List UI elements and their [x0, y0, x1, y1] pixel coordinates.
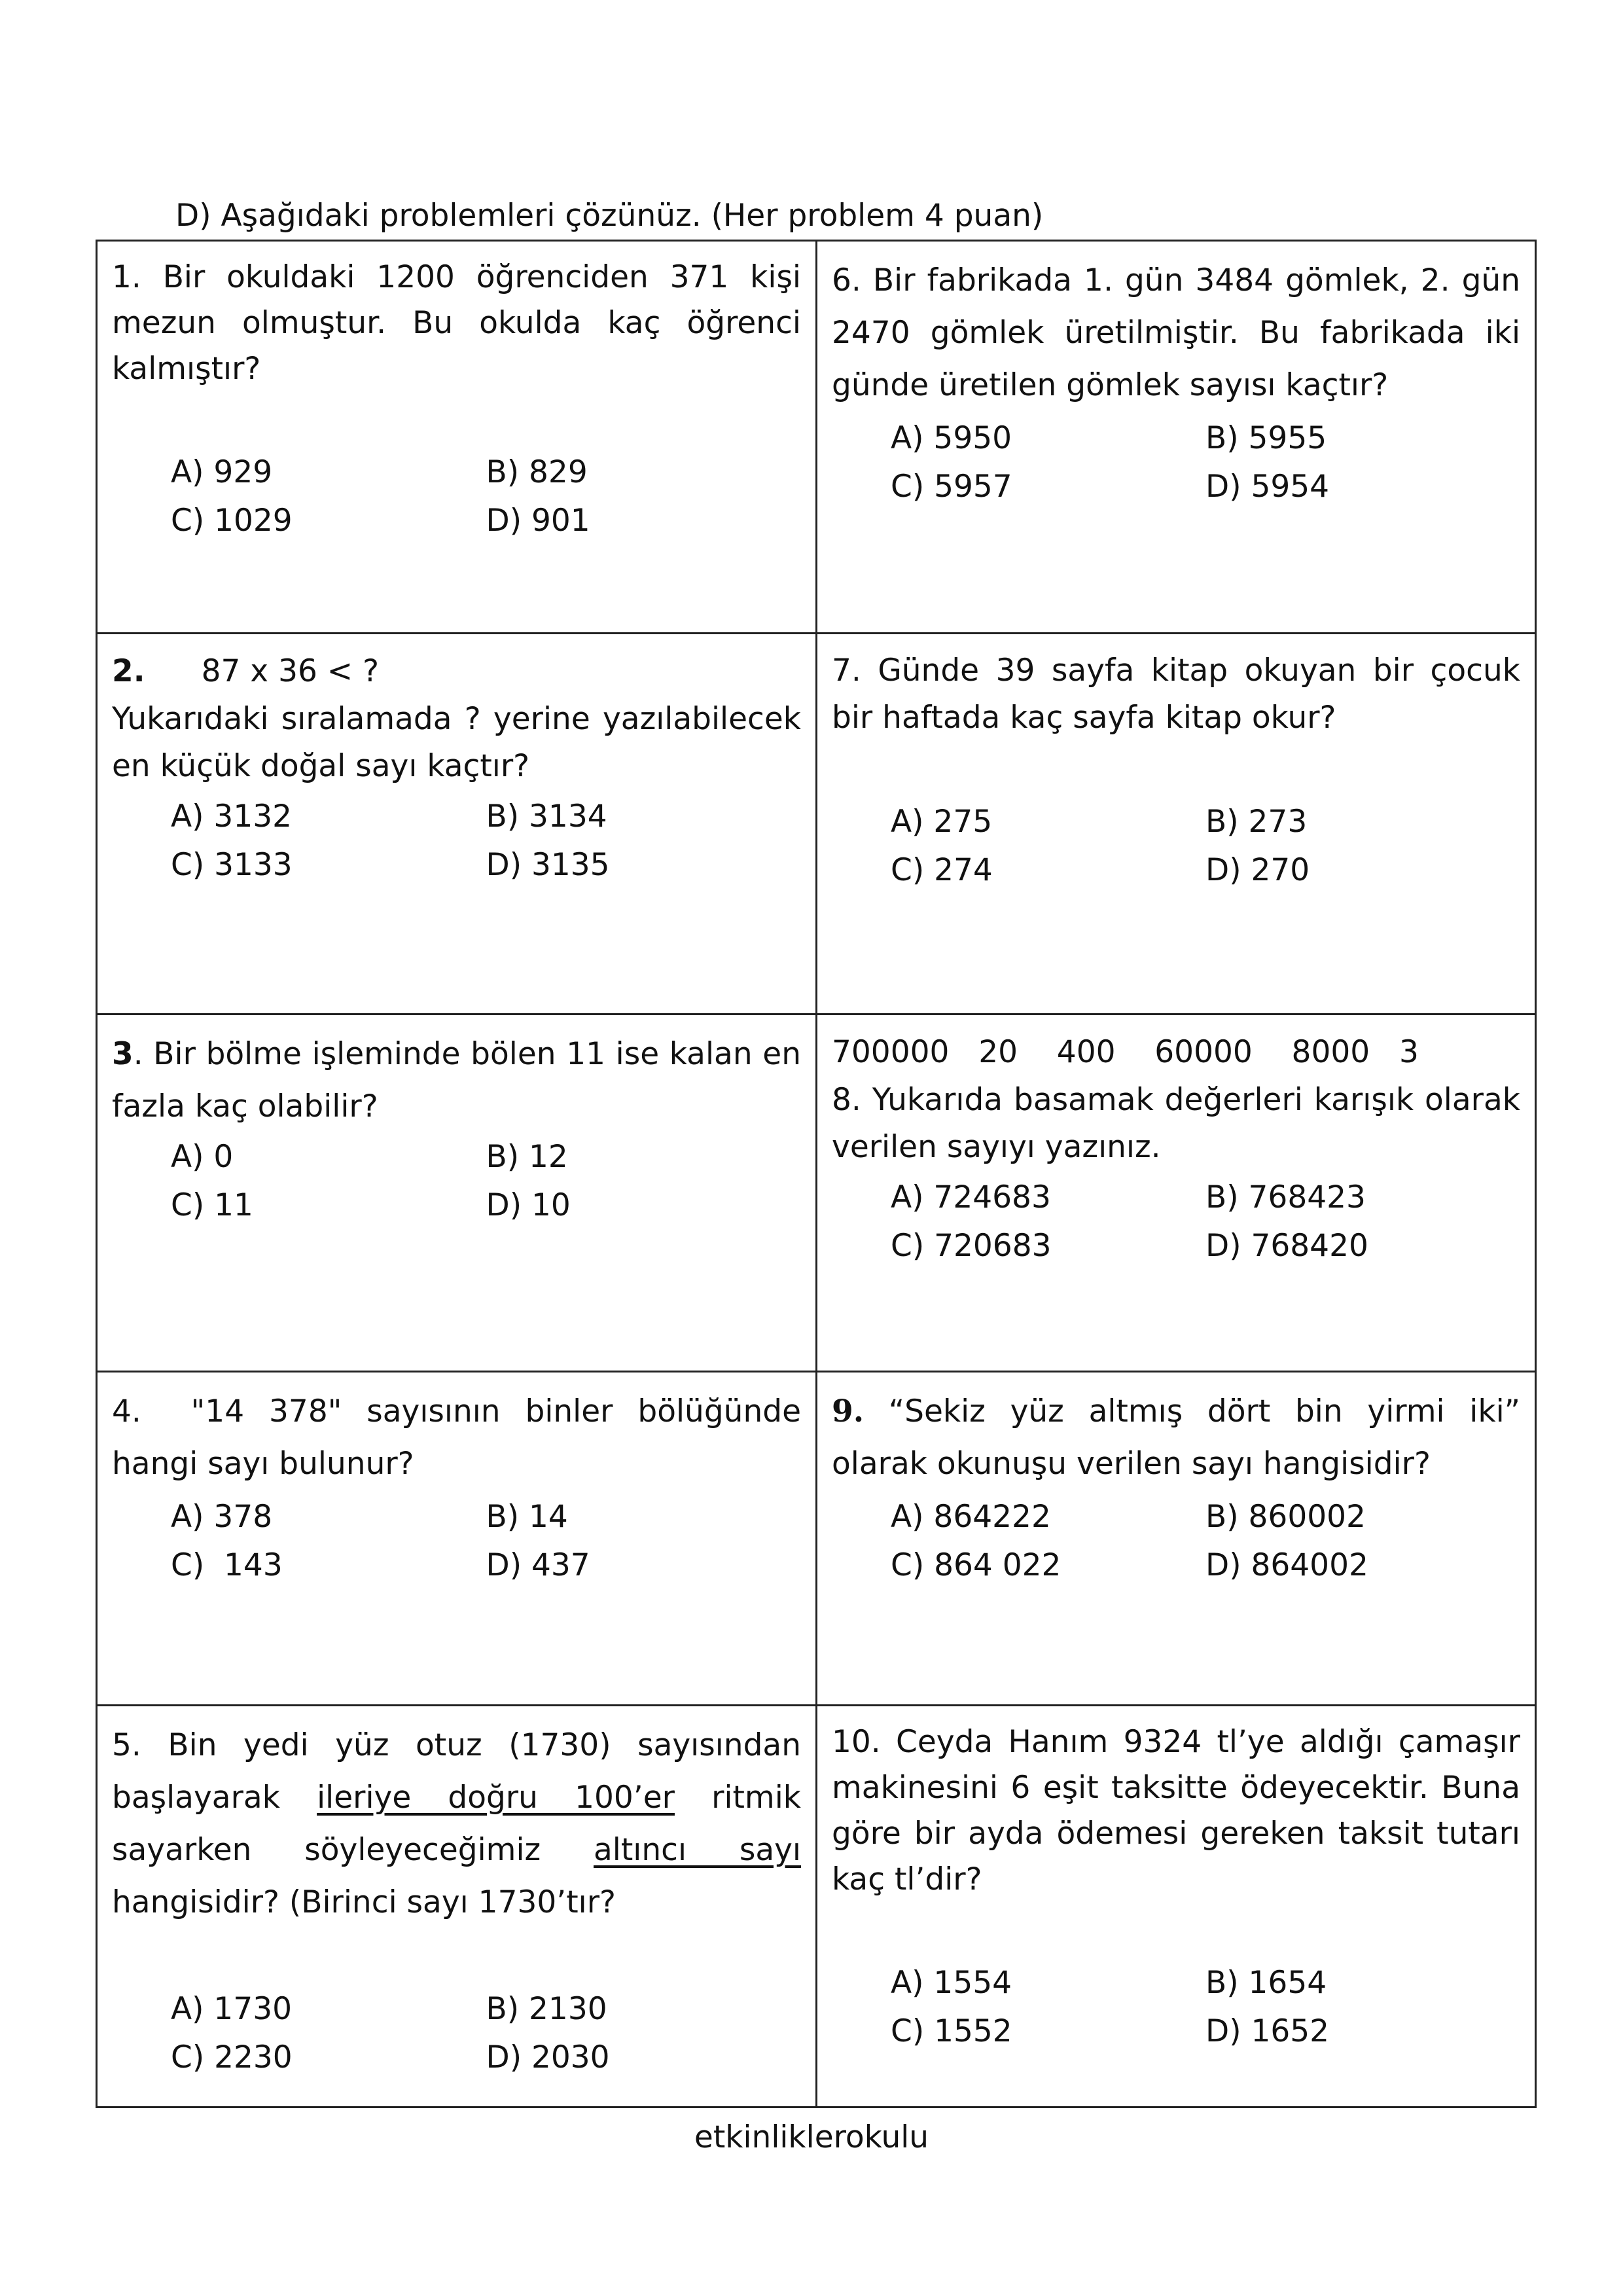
problem-9: [817, 1372, 1536, 1706]
option-a: A) 378: [171, 1499, 273, 1535]
option-c: C) 5957: [891, 469, 1012, 505]
option-b: B) 2130: [486, 1991, 607, 2027]
option-a: A) 1554: [891, 1965, 1012, 2001]
problem-10-text: 10. Ceyda Hanım 9324 tl’ye aldığı çamaşır makinesini 6 eşit taksitte ödeyecektir. Buna göre bir ayda ödemesi gereken taksit tutarı kaç tl’dir?: [832, 1724, 1520, 1897]
option-c: C) 2230: [171, 2039, 293, 2075]
problem-8-text: 8. Yukarıda basamak değerleri karışık olarak verilen sayıyı yazınız.: [832, 1082, 1520, 1165]
option-b: B) 768423: [1205, 1179, 1366, 1215]
option-d: D) 5954: [1205, 469, 1330, 505]
problem-2-text: Yukarıdaki sıralamada ? yerine yazılabilecek en küçük doğal sayı kaçtır?: [112, 701, 801, 784]
option-b: B) 5955: [1205, 420, 1327, 456]
option-c: C) 274: [891, 852, 993, 888]
option-d: D) 2030: [486, 2039, 610, 2075]
problem-3-body: . Bir bölme işleminde bölen 11 ise kalan en fazla kaç olabilir?: [112, 1036, 801, 1124]
option-d: D) 3135: [486, 847, 610, 883]
problem-4-text: 4. "14 378" sayısının binler bölüğünde hangi sayı bulunur?: [112, 1393, 811, 1482]
problem-5-part: 5. Bin yedi yüz otuz (1730) sayısından başlayarak: [112, 1727, 801, 1816]
option-d: D) 437: [486, 1547, 590, 1583]
problem-7-text: 7. Günde 39 sayfa kitap okuyan bir çocuk bir haftada kaç sayfa kitap okur?: [832, 653, 1520, 736]
problems-table: [96, 240, 1537, 2108]
problem-9-text: [832, 1386, 1520, 1490]
problem-9-options: [891, 1493, 1520, 1590]
problem-5: [97, 1706, 817, 2108]
option-d: D) 768420: [1205, 1228, 1368, 1264]
problem-2-number: 2.: [112, 653, 145, 689]
option-d: D) 10: [486, 1187, 571, 1223]
footer-source: etkinliklerokulu: [694, 2119, 929, 2155]
option-c: C) 864 022: [891, 1547, 1061, 1583]
option-c: C) 1029: [171, 503, 293, 539]
problem-10-options: [891, 1959, 1520, 2056]
problem-7-options: [891, 798, 1520, 895]
option-d: D) 270: [1205, 852, 1310, 888]
problem-8-digits: 700000 20 400 60000 8000 3: [832, 1034, 1419, 1070]
problem-10: [817, 1706, 1536, 2108]
option-a: A) 864222: [891, 1499, 1051, 1535]
option-c: C) 3133: [171, 847, 293, 883]
option-c: C) 11: [171, 1187, 253, 1223]
problem-6: [817, 241, 1536, 634]
problem-7: [817, 634, 1536, 1014]
problem-9-body: “Sekiz yüz altmış dört bin yirmi iki” olarak okunuşu verilen sayı hangisidir?: [832, 1393, 1520, 1482]
problem-2: [97, 634, 817, 1014]
option-b: B) 1654: [1205, 1965, 1327, 2001]
problem-8: [817, 1014, 1536, 1372]
problem-2-inequality: 87 x 36 < ?: [201, 653, 380, 689]
option-a: A) 275: [891, 804, 993, 840]
option-d: D) 901: [486, 503, 590, 539]
instructions-heading: D) Aşağıdaki problemleri çözünüz. (Her problem 4 puan): [175, 198, 1044, 234]
option-b: B) 860002: [1205, 1499, 1366, 1535]
option-c: C) 143: [171, 1547, 283, 1583]
option-c: C) 720683: [891, 1228, 1052, 1264]
option-c: C) 1552: [891, 2013, 1012, 2049]
problem-3-options: [171, 1133, 801, 1230]
option-d: D) 1652: [1205, 2013, 1330, 2049]
option-a: A) 724683: [891, 1179, 1051, 1215]
option-b: B) 273: [1205, 804, 1308, 840]
problem-5-part: hangisidir? (Birinci sayı 1730’tır?: [112, 1884, 616, 1920]
problem-5-underlined: ileriye doğru 100’er: [317, 1780, 675, 1816]
option-b: B) 12: [486, 1139, 568, 1175]
option-a: A) 0: [171, 1139, 234, 1175]
problem-8-options: [891, 1174, 1520, 1270]
option-b: B) 829: [486, 454, 588, 490]
problem-3: [97, 1014, 817, 1372]
problem-3-text: [112, 1028, 801, 1133]
problem-6-text: 6. Bir fabrikada 1. gün 3484 gömlek, 2. gün 2470 gömlek üretilmiştir. Bu fabrikada iki günde üretilen gömlek sayısı kaçtır?: [832, 262, 1520, 403]
problem-9-number: 9.: [832, 1393, 865, 1429]
option-b: B) 14: [486, 1499, 568, 1535]
problem-5-underlined: altıncı sayı: [594, 1832, 801, 1868]
option-d: D) 864002: [1205, 1547, 1368, 1583]
problem-3-number: 3: [112, 1036, 134, 1072]
problem-2-options: [171, 793, 801, 889]
problem-2-expression: [112, 647, 801, 696]
option-a: A) 3132: [171, 798, 293, 834]
problem-6-options: [891, 414, 1520, 511]
problem-4: [97, 1372, 817, 1706]
problem-5-part: ritmik sayarken söyleyeceğimiz: [112, 1780, 801, 1868]
problem-1-text: 1. Bir okuldaki 1200 öğrenciden 371 kişi mezun olmuştur. Bu okulda kaç öğrenci kalmıştır?: [112, 259, 801, 387]
problem-5-text: [112, 1719, 801, 1929]
problem-1: [97, 241, 817, 634]
problem-1-options: [171, 448, 801, 545]
problem-5-options: [171, 1985, 801, 2082]
option-a: A) 929: [171, 454, 273, 490]
option-a: A) 1730: [171, 1991, 293, 2027]
problem-4-options: [171, 1493, 801, 1590]
option-a: A) 5950: [891, 420, 1012, 456]
option-b: B) 3134: [486, 798, 607, 834]
